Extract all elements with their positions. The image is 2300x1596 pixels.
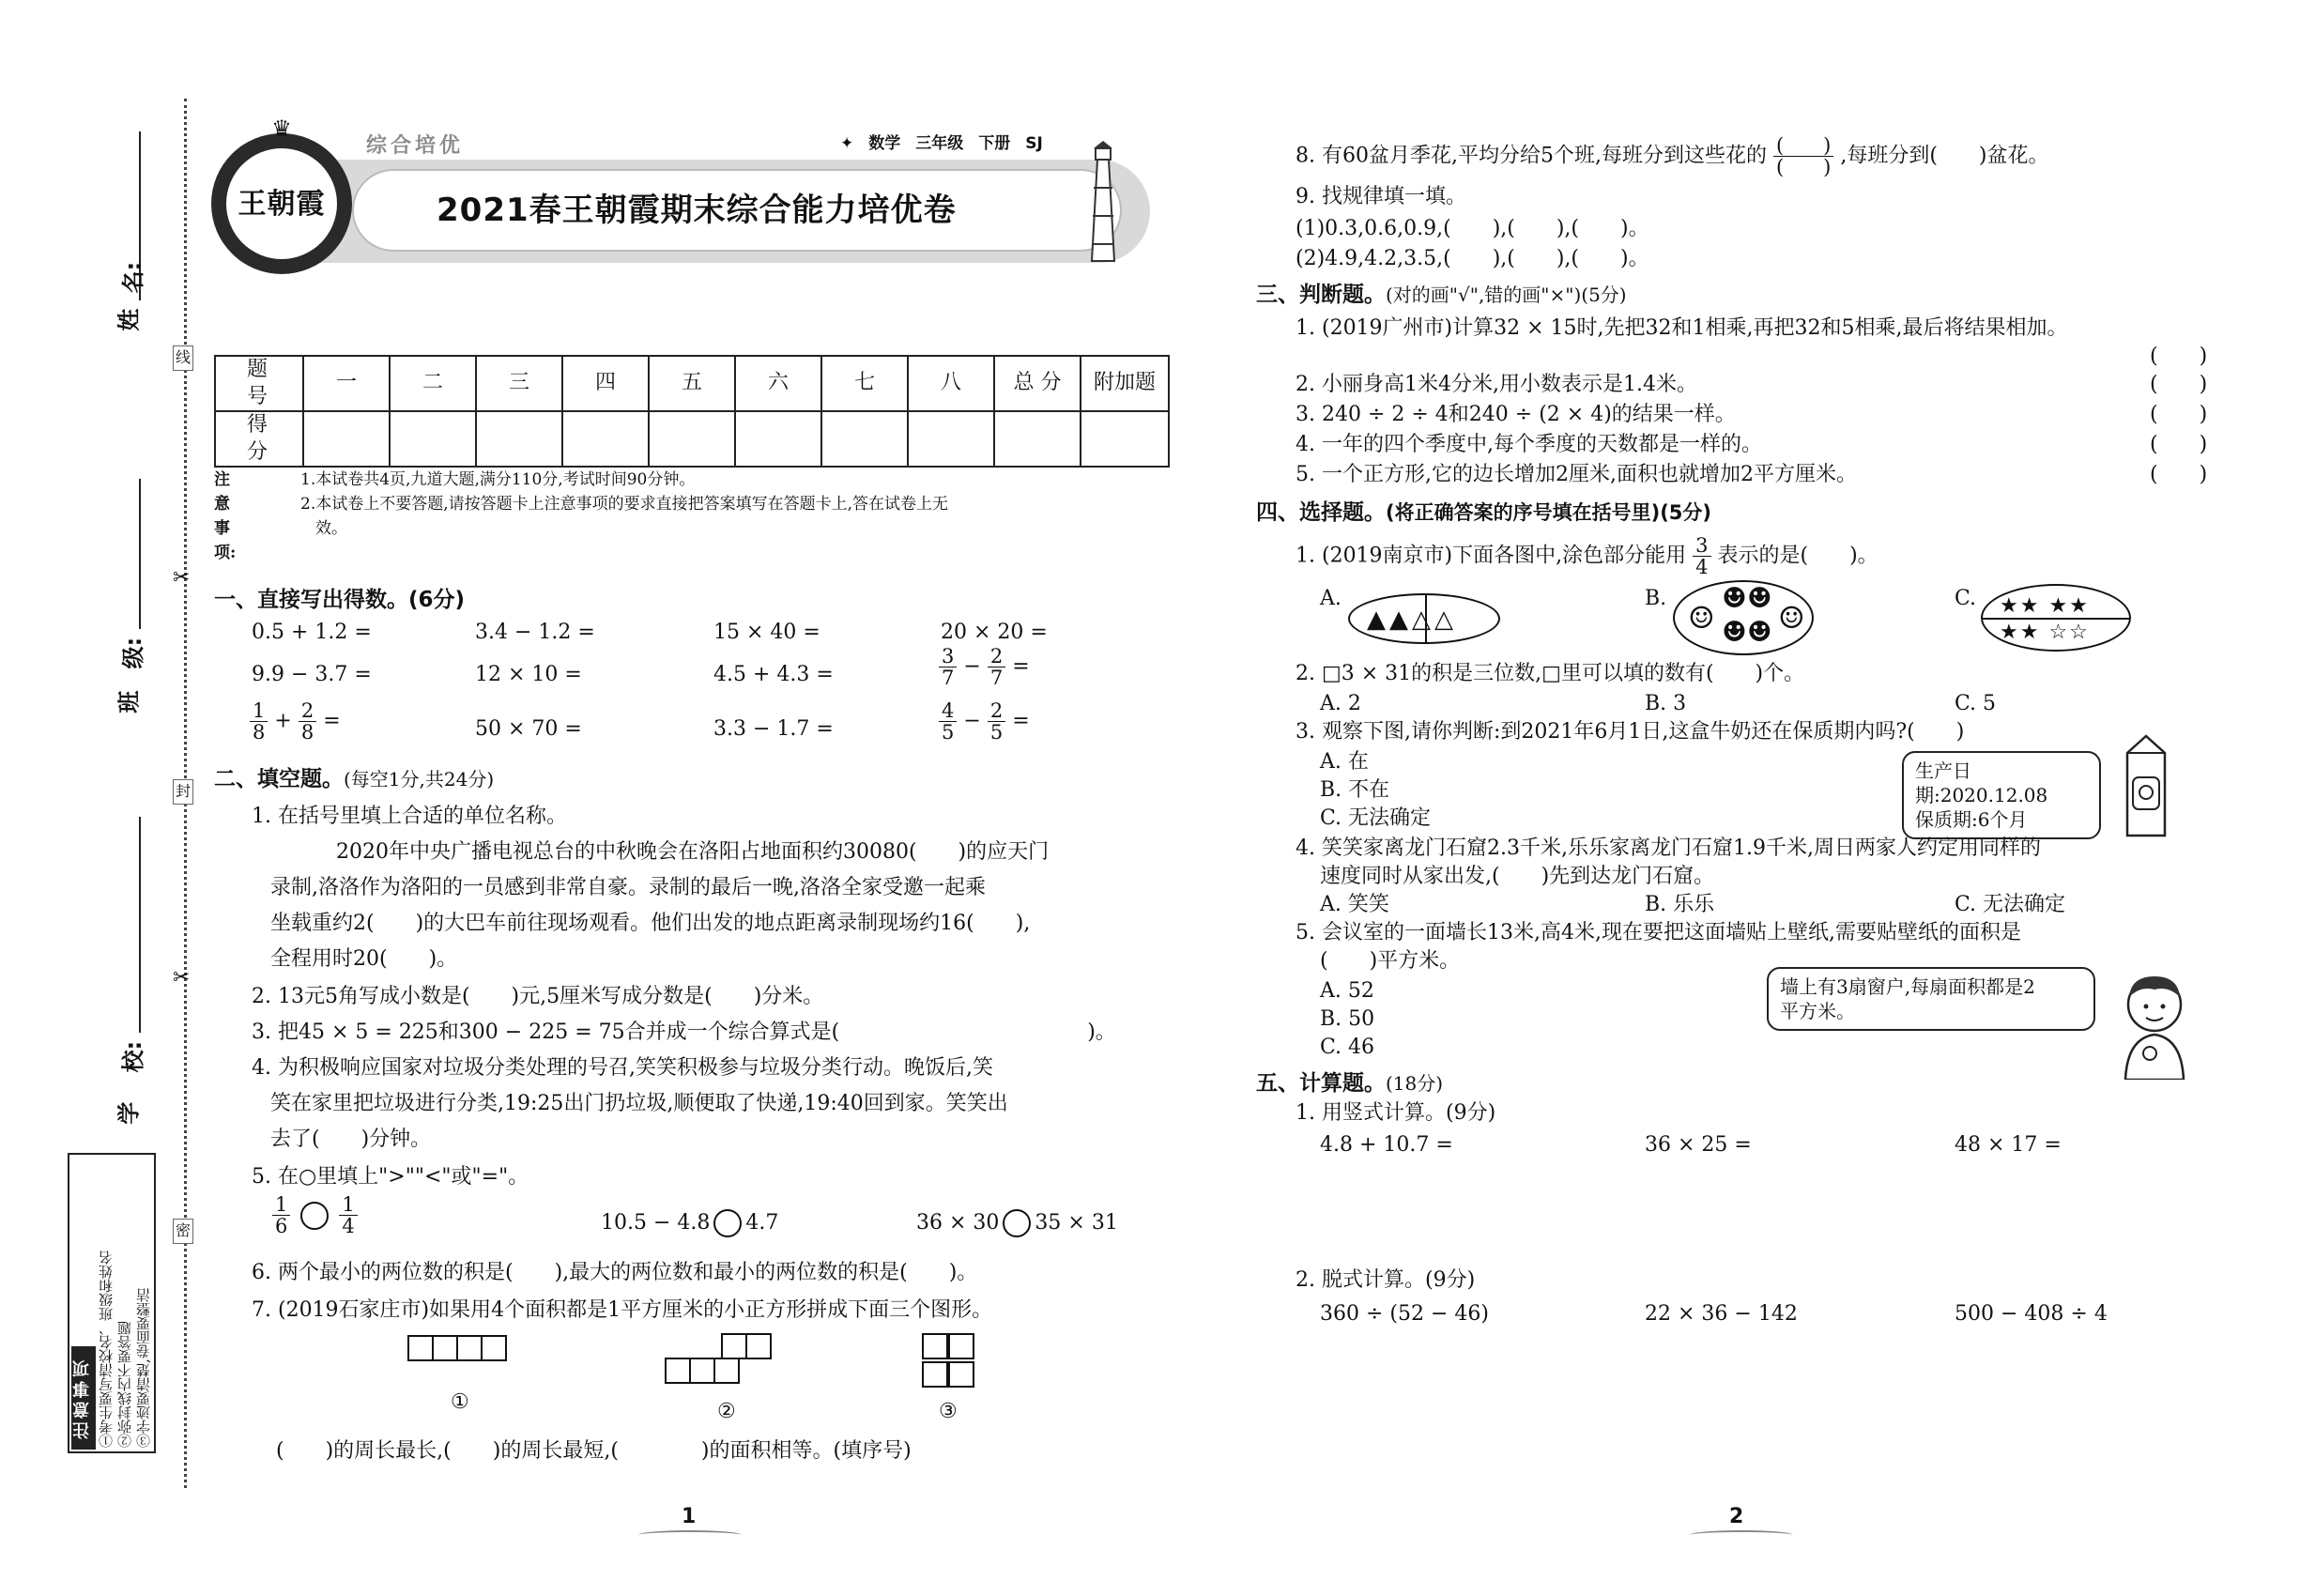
fraction: $\frac{1}{8}$ [250,700,268,743]
binding-notice-item-2: ②弥封线内不要答题 [116,1321,133,1448]
crown-icon: ♛ [271,115,292,142]
figure-2 [665,1333,777,1393]
score-input[interactable] [821,411,908,467]
q-text: 1. 在括号里填上合适的单位名称。 [252,805,567,828]
figure-1 [407,1335,505,1361]
judge-item: 1. (2019广州市)计算32 × 15时,先把32和1相乘,再把32和5相乘,最后将结果相加。 [1296,316,2068,340]
fraction: $\frac{3}{7}$ [939,646,957,688]
fraction: $\frac{4}{5}$ [939,700,957,743]
q-text: 6. 两个最小的两位数的积是( ),最大的两位数和最小的两位数的积是( )。 [252,1261,978,1284]
q-text: 1. 用竖式计算。(9分) [1296,1101,1496,1125]
fraction: $\frac{3}{4}$ [1693,535,1710,577]
smiley-icons: ☺ [1778,600,1805,636]
score-input[interactable] [390,411,476,467]
score-input[interactable] [562,411,649,467]
option[interactable]: C. 5 [1955,692,1997,715]
seal-mark-mi: 密 [173,1219,193,1244]
figure-label-3: ③ [939,1400,958,1423]
answer-paren[interactable]: ( ) [2150,373,2208,396]
score-cell-3: 三 [476,356,562,411]
q-text: 2020年中央广播电视总台的中秋晚会在洛阳占地面积约30080( )的应天门 [336,840,1050,864]
option-c-label: C. [1955,587,1977,610]
judge-item: 3. 240 ÷ 2 ÷ 4和240 ÷ (2 × 4)的结果一样。 [1296,403,1736,426]
option-b-label: B. [1645,587,1667,610]
option[interactable]: C. 无法确定 [1955,893,2066,916]
option[interactable]: A. 在 [1320,750,1369,774]
school-label-2: 校: [120,1040,147,1073]
score-cell-2: 二 [390,356,476,411]
operator: = [323,709,341,733]
speech-line-2: 平方米。 [1780,1000,1855,1022]
edition-tag: SJ [1025,134,1043,153]
option[interactable]: C. 46 [1320,1036,1375,1059]
figure-label-1: ① [451,1390,469,1414]
q-text: ( )的周长最长,( )的周长最短,( )的面积相等。(填序号) [276,1439,912,1463]
option[interactable]: A. 2 [1320,692,1361,715]
score-table [214,355,1170,468]
score-input[interactable] [476,411,562,467]
judge-item: 2. 小丽身高1米4分米,用小数表示是1.4米。 [1296,373,1697,396]
page-footer-swirl [1690,1530,1793,1540]
calc-item: 4.8 + 10.7 = [1320,1133,1453,1157]
option-a-oval[interactable] [1348,593,1500,644]
compare-left: 10.5 − 4.8 [601,1211,711,1235]
milk-label-callout [1902,751,2101,839]
answer-paren[interactable]: ( ) [2150,463,2208,486]
score-cell-1: 一 [303,356,390,411]
section1-title: 一、直接写出得数。(6分) [214,588,466,612]
score-input[interactable] [649,411,735,467]
seal-mark-xian: 线 [173,345,193,371]
figure-label-2: ② [717,1400,736,1423]
judge-item: 4. 一年的四个季度中,每个季度的天数都是一样的。 [1296,433,1762,456]
boy-icon [2112,967,2197,1080]
section4-title [1256,499,1711,528]
calc-item: 9.9 − 3.7 = [252,663,372,686]
calc-item: 360 ÷ (52 − 46) [1320,1302,1489,1326]
option[interactable]: B. 乐乐 [1645,893,1715,916]
option[interactable]: A. 笑笑 [1320,893,1389,916]
score-cell-7: 七 [821,356,908,411]
calc-item: 3.3 − 1.7 = [713,717,834,741]
score-table-score-row [215,411,1169,467]
choice-q1-text: 1. (2019南京市)下面各图中,涂色部分能用 [1296,544,1687,568]
compare-left: 36 × 30 [916,1211,1000,1235]
calc-item: 0.5 + 1.2 = [252,621,372,644]
operator: = [1012,709,1030,733]
notes-item-1: 1.本试卷共4页,九道大题,满分110分,考试时间90分钟。 [300,470,696,489]
brand-logo [211,133,352,274]
calc-item: 500 − 408 ÷ 4 [1955,1302,2108,1326]
binding-notice-title: 注意事项 [71,1346,96,1450]
scissors-icon: ✂ [173,566,191,590]
q-text: 5. 在○里填上">""<"或"="。 [252,1165,529,1189]
option-a-label: A. [1320,587,1342,610]
q-text: 录制,洛洛作为洛阳的一员感到非常自豪。录制的最后一晚,洛洛全家受邀一起乘 [270,876,986,899]
choice-q5-b: ( )平方米。 [1320,949,1461,973]
subject-tags [840,133,1043,154]
fraction: $\frac{2}{5}$ [988,700,1005,743]
choice-q2: 2. □3 × 31的积是三位数,□里可以填的数有( )个。 [1296,662,1805,685]
q-text: 4. 为积极响应国家对垃圾分类处理的号召,笑笑积极参与垃圾分类行动。晚饭后,笑 [252,1056,993,1080]
school-underline [139,817,141,1033]
notes-item-2: 2.本试卷上不要答题,请按答题卡上注意事项的要求直接把答案填写在答题卡上,答在试卷上无 [300,495,949,514]
section4-title-note: (将正确答案的序号填在括号里)(5分) [1386,501,1712,524]
shelf-life: 保质期:6个月 [1915,808,2028,831]
operator: − [963,654,981,679]
sparkle-icon: ✦ [840,134,854,153]
subject-tag: 数学 [868,134,901,153]
q8-text-b: ,每班分到( )盆花。 [1840,144,2049,168]
name-field[interactable] [115,131,160,347]
notes-item-3: 效。 [315,519,347,538]
q-text: (2)4.9,4.2,3.5,( ),( ),( )。 [1296,247,1649,270]
q-text: 去了( )分钟。 [270,1128,432,1151]
choice-q1 [1296,535,1878,577]
answer-paren[interactable]: ( ) [2150,433,2208,456]
q-text: 7. (2019石家庄市)如果用4个面积都是1平方厘米的小正方形拼成下面三个图形。 [252,1298,993,1322]
option-c-oval[interactable] [1981,584,2131,652]
judge-item: 5. 一个正方形,它的边长增加2厘米,面积也就增加2平方厘米。 [1296,463,1857,486]
slogan: 综合培优 [366,134,465,158]
q8-text: 8. 有60盆月季花,平均分给5个班,每班分到这些花的 [1296,144,1767,168]
page-footer-swirl [638,1530,742,1540]
binding-notice-box [68,1153,156,1453]
calc-item: 50 × 70 = [475,717,582,741]
brand-name: 王朝霞 [238,187,326,221]
choice-q5: 5. 会议室的一面墙长13米,高4米,现在要把这面墙贴上壁纸,需要贴壁纸的面积是 [1296,921,2021,944]
option[interactable]: B. 不在 [1320,778,1390,802]
school-field[interactable] [115,817,160,1125]
calc-item: 36 × 25 = [1645,1133,1752,1157]
triangle-icons: ▲▲△△ [1367,606,1457,634]
q-text: 笑在家里把垃圾进行分类,19:25出门扔垃圾,顺便取了快递,19:40回到家。笑笑出 [270,1092,1008,1115]
score-cell-label: 题 号 [215,356,303,411]
name-label-1: 姓 [115,308,143,331]
smiley-icons: ☻☻ ☻☻ [1722,582,1772,649]
binding-strip [0,0,192,1596]
q-text: 2. 脱式计算。(9分) [1296,1268,1476,1292]
section2-title-note: (每空1分,共24分) [344,768,495,790]
q-text: 9. 找规律填一填。 [1296,185,1466,208]
calc-item: 4.5 + 4.3 = [713,663,834,686]
notes-label: 注意事项: [214,470,237,562]
fraction: $\frac{1}{6}$ [272,1194,290,1236]
answer-paren[interactable]: ( ) [2150,345,2208,368]
grade-tag: 三年级 [915,134,964,153]
class-underline [139,479,141,629]
score-input[interactable] [303,411,390,467]
q-text: (1)0.3,0.6,0.9,( ),( ),( )。 [1296,217,1649,240]
class-label-1: 班 [115,690,143,714]
compare-circle[interactable] [1003,1209,1031,1237]
option[interactable]: C. 无法确定 [1320,806,1432,830]
compare-item [601,1209,778,1237]
volume-tag: 下册 [978,134,1011,153]
score-input[interactable] [1081,411,1169,467]
score-table-header-row [215,356,1169,411]
binding-notice-item-3: ③字迹要清楚,卷面要整洁 [135,1288,152,1448]
scissors-icon: ✂ [173,966,191,990]
choice-q1-text-b: 表示的是( )。 [1717,544,1878,568]
calc-item-fraction [939,700,1030,743]
calc-item-fraction [939,646,1030,688]
calc-item: 15 × 40 = [713,621,820,644]
q8 [1296,135,2049,177]
compare-item [916,1209,1118,1237]
option[interactable]: B. 3 [1645,692,1687,715]
smiley-icons: ☺ [1688,600,1715,636]
figure-3 [922,1333,978,1389]
score-cell-5: 五 [649,356,735,411]
class-field[interactable] [115,479,160,714]
class-label-2: 级: [120,637,147,669]
fraction: $\frac{1}{4}$ [339,1194,357,1236]
fraction: $\frac{2}{7}$ [988,646,1005,688]
calc-item: 12 × 10 = [475,663,582,686]
fraction: $\frac{2}{8}$ [299,700,316,743]
score-row-label: 得 分 [215,411,303,467]
calc-item: 20 × 20 = [941,621,1048,644]
choice-q3: 3. 观察下图,请你判断:到2021年6月1日,这盒牛奶还在保质期内吗?( ) [1296,720,1965,744]
calc-item: 3.4 − 1.2 = [475,621,595,644]
section2-title-text: 二、填空题。 [214,767,344,791]
choice-q4-b: 速度同时从家出发,( )先到达龙门石窟。 [1320,865,1715,888]
answer-paren[interactable]: ( ) [2150,403,2208,426]
calc-item: 22 × 36 − 142 [1645,1302,1798,1326]
choice-q4: 4. 笑笑家离龙门石窟2.3千米,乐乐家离龙门石窟1.9千米,周日两家人约定用同样的 [1296,836,2041,860]
compare-circle[interactable] [713,1209,742,1237]
seal-mark-feng: 封 [173,779,193,805]
score-cell-total: 总 分 [994,356,1081,411]
speech-line-1: 墙上有3扇窗户,每扇面积都是2 [1780,975,2035,998]
header-banner [211,115,1155,272]
page-number-1: 1 [682,1505,697,1528]
speech-bubble [1767,967,2095,1031]
section5-title-text: 五、计算题。 [1256,1071,1386,1096]
fraction-blank[interactable]: $\frac{( )}{( )}$ [1773,135,1833,177]
star-icons: ★★ ★★ ★★ ☆☆ [2000,594,2090,644]
binding-notice-item-1: ①考生要写清校名、班级和姓名 [98,1251,115,1448]
production-date: 生产日期:2020.12.08 [1915,760,2048,806]
compare-right: 35 × 31 [1035,1211,1118,1235]
brand-logo-inner [226,148,337,259]
score-input[interactable] [994,411,1081,467]
section4-title-text: 四、选择题。 [1256,500,1386,525]
page-number-2: 2 [1729,1505,1744,1528]
operator: = [1012,654,1030,679]
score-input[interactable] [908,411,994,467]
section3-title-note: (对的画"√",错的画"×")(5分) [1386,284,1627,306]
q-text: 2. 13元5角写成小数是( )元,5厘米写成分数是( )分米。 [252,985,824,1008]
page-title: 2021春王朝霞期末综合能力培优卷 [437,192,957,229]
lighthouse-icon [1084,141,1122,263]
section5-title [1256,1070,1443,1098]
name-label-2: 名: [120,261,147,294]
school-label-1: 学 [115,1101,143,1125]
q-text: 全程用时20( )。 [270,947,458,971]
compare-right: 4.7 [745,1211,779,1235]
q-text: 坐载重约2( )的大巴车前往现场观看。他们出发的地点距离录制现场约16( ), [270,912,1031,935]
section5-title-note: (18分) [1386,1072,1444,1095]
q-text: 3. 把45 × 5 = 225和300 − 225 = 75合并成一个综合算式是( )。 [252,1021,1116,1044]
score-cell-6: 六 [735,356,821,411]
score-cell-8: 八 [908,356,994,411]
score-input[interactable] [735,411,821,467]
section2-title [214,766,494,794]
option[interactable]: A. 52 [1320,979,1374,1003]
calc-item: 48 × 17 = [1955,1133,2062,1157]
section3-title [1256,282,1627,310]
score-cell-4: 四 [562,356,649,411]
compare-circle[interactable] [300,1202,329,1230]
milk-carton-icon [2120,732,2172,837]
option-b-oval[interactable] [1673,580,1814,655]
compare-item [272,1194,358,1236]
calc-item-fraction [250,700,341,743]
option[interactable]: B. 50 [1320,1007,1375,1031]
score-cell-bonus: 附加题 [1081,356,1169,411]
operator: + [274,709,292,733]
section3-title-text: 三、判断题。 [1256,283,1386,307]
operator: − [963,709,981,733]
